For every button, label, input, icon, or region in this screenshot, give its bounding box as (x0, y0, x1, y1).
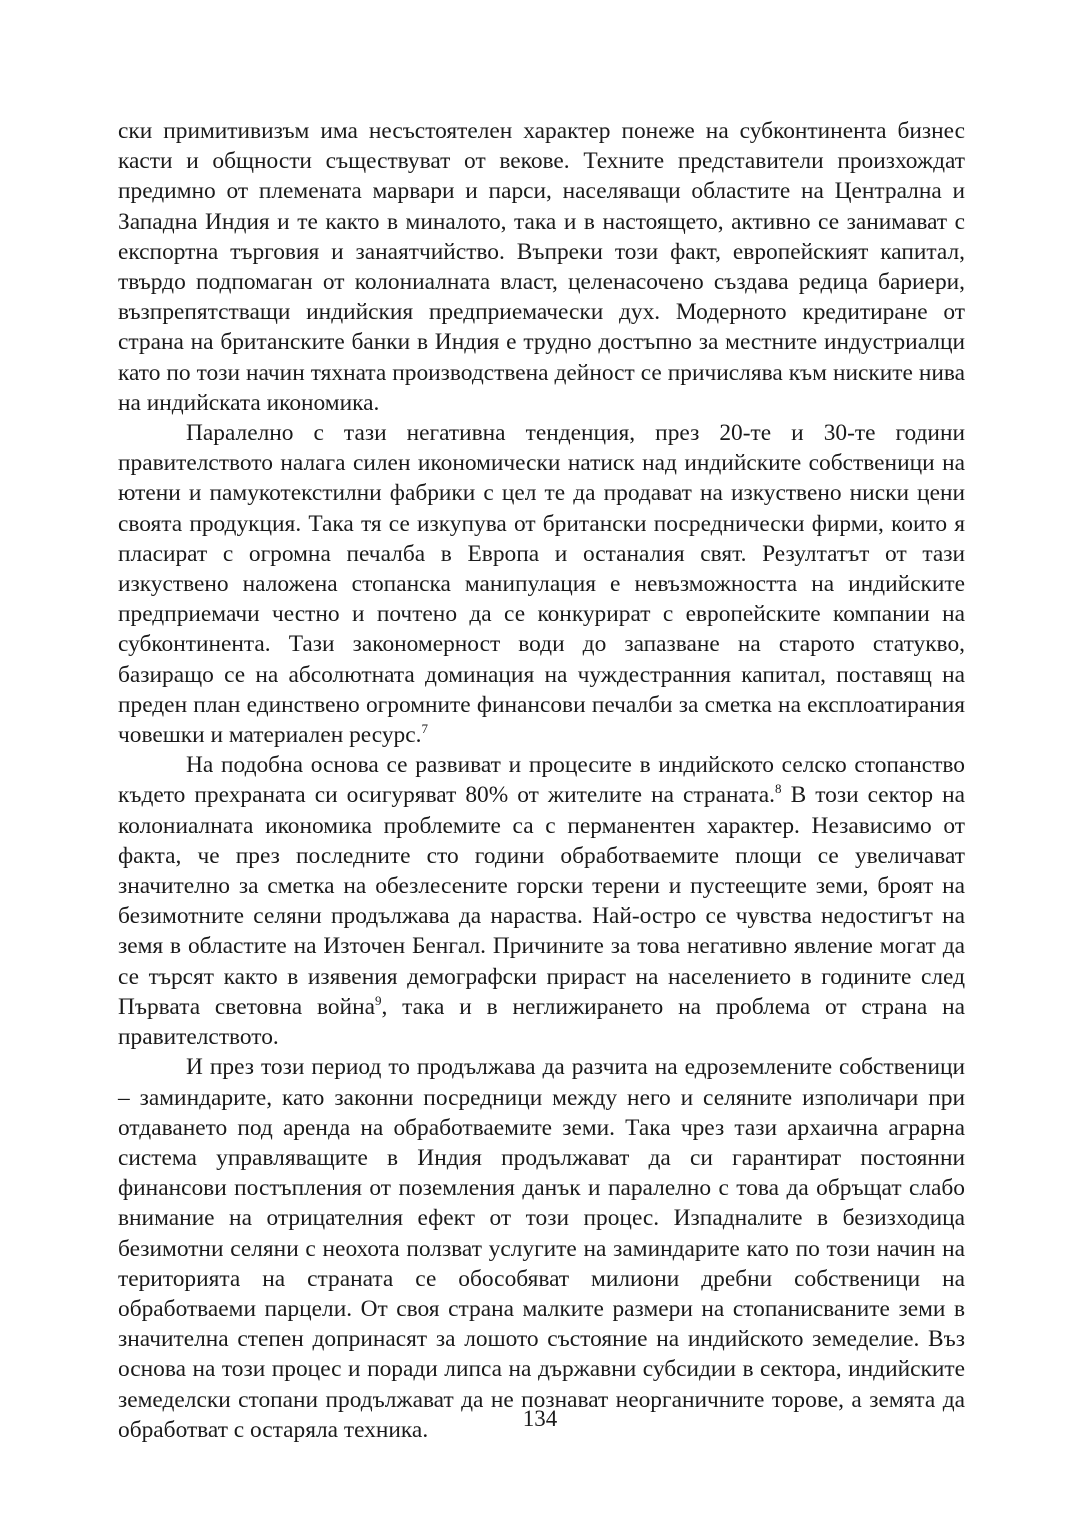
paragraph-2-text: Паралелно с тази негативна тенденция, през 20-те и 30-те години правителството налага силен икономически натиск над индийските собственици на ютени и памукотекстилни фабрики с цел те да продават на изкуствено ниски цени своята продукция. Така тя се изкупува от британски посреднически фирми, които я пласират с огромна печалба в Европа и останалия свят. Резултатът от тази изкуствено наложена стопанска манипулация е невъзможността на индийските предприемачи честно и почтено да се конкурират с европейските компании на субконтинента. Тази закономерност води до запазване на старото статукво, базиращо се на абсолютната доминация на чуждестранния капитал, поставящ на преден план единствено огромните финансови печалби за сметка на експлоатирания човешки и материален ресурс. (118, 420, 965, 749)
paragraph-3-text-b: В този сектор на колониалната икономика проблемите са с перманентен характер. Независимо от факта, че през последните сто години обработваемите площи се увеличават значително за сметка на обезлесените горски терени и пустеещите земи, броят на безимотните селяни продължава да нараства. Най-остро се чувства недостигът на земя в областите на Източен Бенгал. Причините за това негативно явление могат да се търсят както в изявения демографски прираст на населението в годините след Първата световна война (118, 782, 965, 1020)
paragraph-3-text-a: На подобна основа се развиват и процесите в индийското селско стопанство където прехраната си осигуряват 80% от жителите на страната. (118, 752, 965, 809)
paragraph-1-text: ски примитивизъм има несъстоятелен характер понеже на субконтинента бизнес касти и общности съществуват от векове. Техните представители произхождат предимно от племената марвари и парси, населяващи областите на Централна и Западна Индия и те както в миналото, така и в настоящето, активно се занимават с експортна търговия и занаятчийство. Въпреки този факт, европейският капитал, твърдо подпомаган от колониалната власт, целенасочено създава редица бариери, възпрепятстващи индийския предприемачески дух. Модерното кредитиране от страна на британските банки в Индия е трудно достъпно за местните индустриалци като по този начин тяхната производствена дейност се причислява към ниските нива на индийската икономика. (118, 118, 965, 416)
paragraph-3 (118, 750, 965, 1052)
paragraph-1 (118, 116, 965, 418)
paragraph-4-text: И през този период то продължава да разчита на едроземлените собственици – заминдарите, като законни посредници между него и селяните изполичари при отдаването под аренда на обработваемите земи. Така чрез тази архаична аграрна система управляващите в Индия продължават да си гарантират постоянни финансови постъпления от поземления данък и паралелно с това да обръщат слабо внимание на отрицателния ефект от този процес. Изпадналите в безизходица безимотни селяни с неохота ползват услугите на заминдарите като по този начин на територията на страната се обособяват милиони дребни собственици на обработваеми парцели. От своя страна малките размери на стопанисваните земи в значителна степен допринасят за лошото състояние на индийското земеделие. Въз основа на този процес и поради липса на държавни субсидии в сектора, индийските земеделски стопани продължават да не познават неорганичните торове, а земята да обработват с остаряла техника. (118, 1054, 965, 1443)
footnote-marker-9: 9 (374, 992, 382, 1008)
paragraph-3-text-c: , така и в неглижирането на проблема от страна на правителството. (118, 993, 965, 1051)
page-number: 134 (522, 1406, 558, 1431)
paragraph-2 (118, 418, 965, 750)
footnote-marker-7: 7 (421, 721, 428, 737)
page-body (118, 116, 965, 1445)
paragraph-4 (118, 1052, 965, 1445)
footnote-marker-8: 8 (775, 781, 782, 797)
